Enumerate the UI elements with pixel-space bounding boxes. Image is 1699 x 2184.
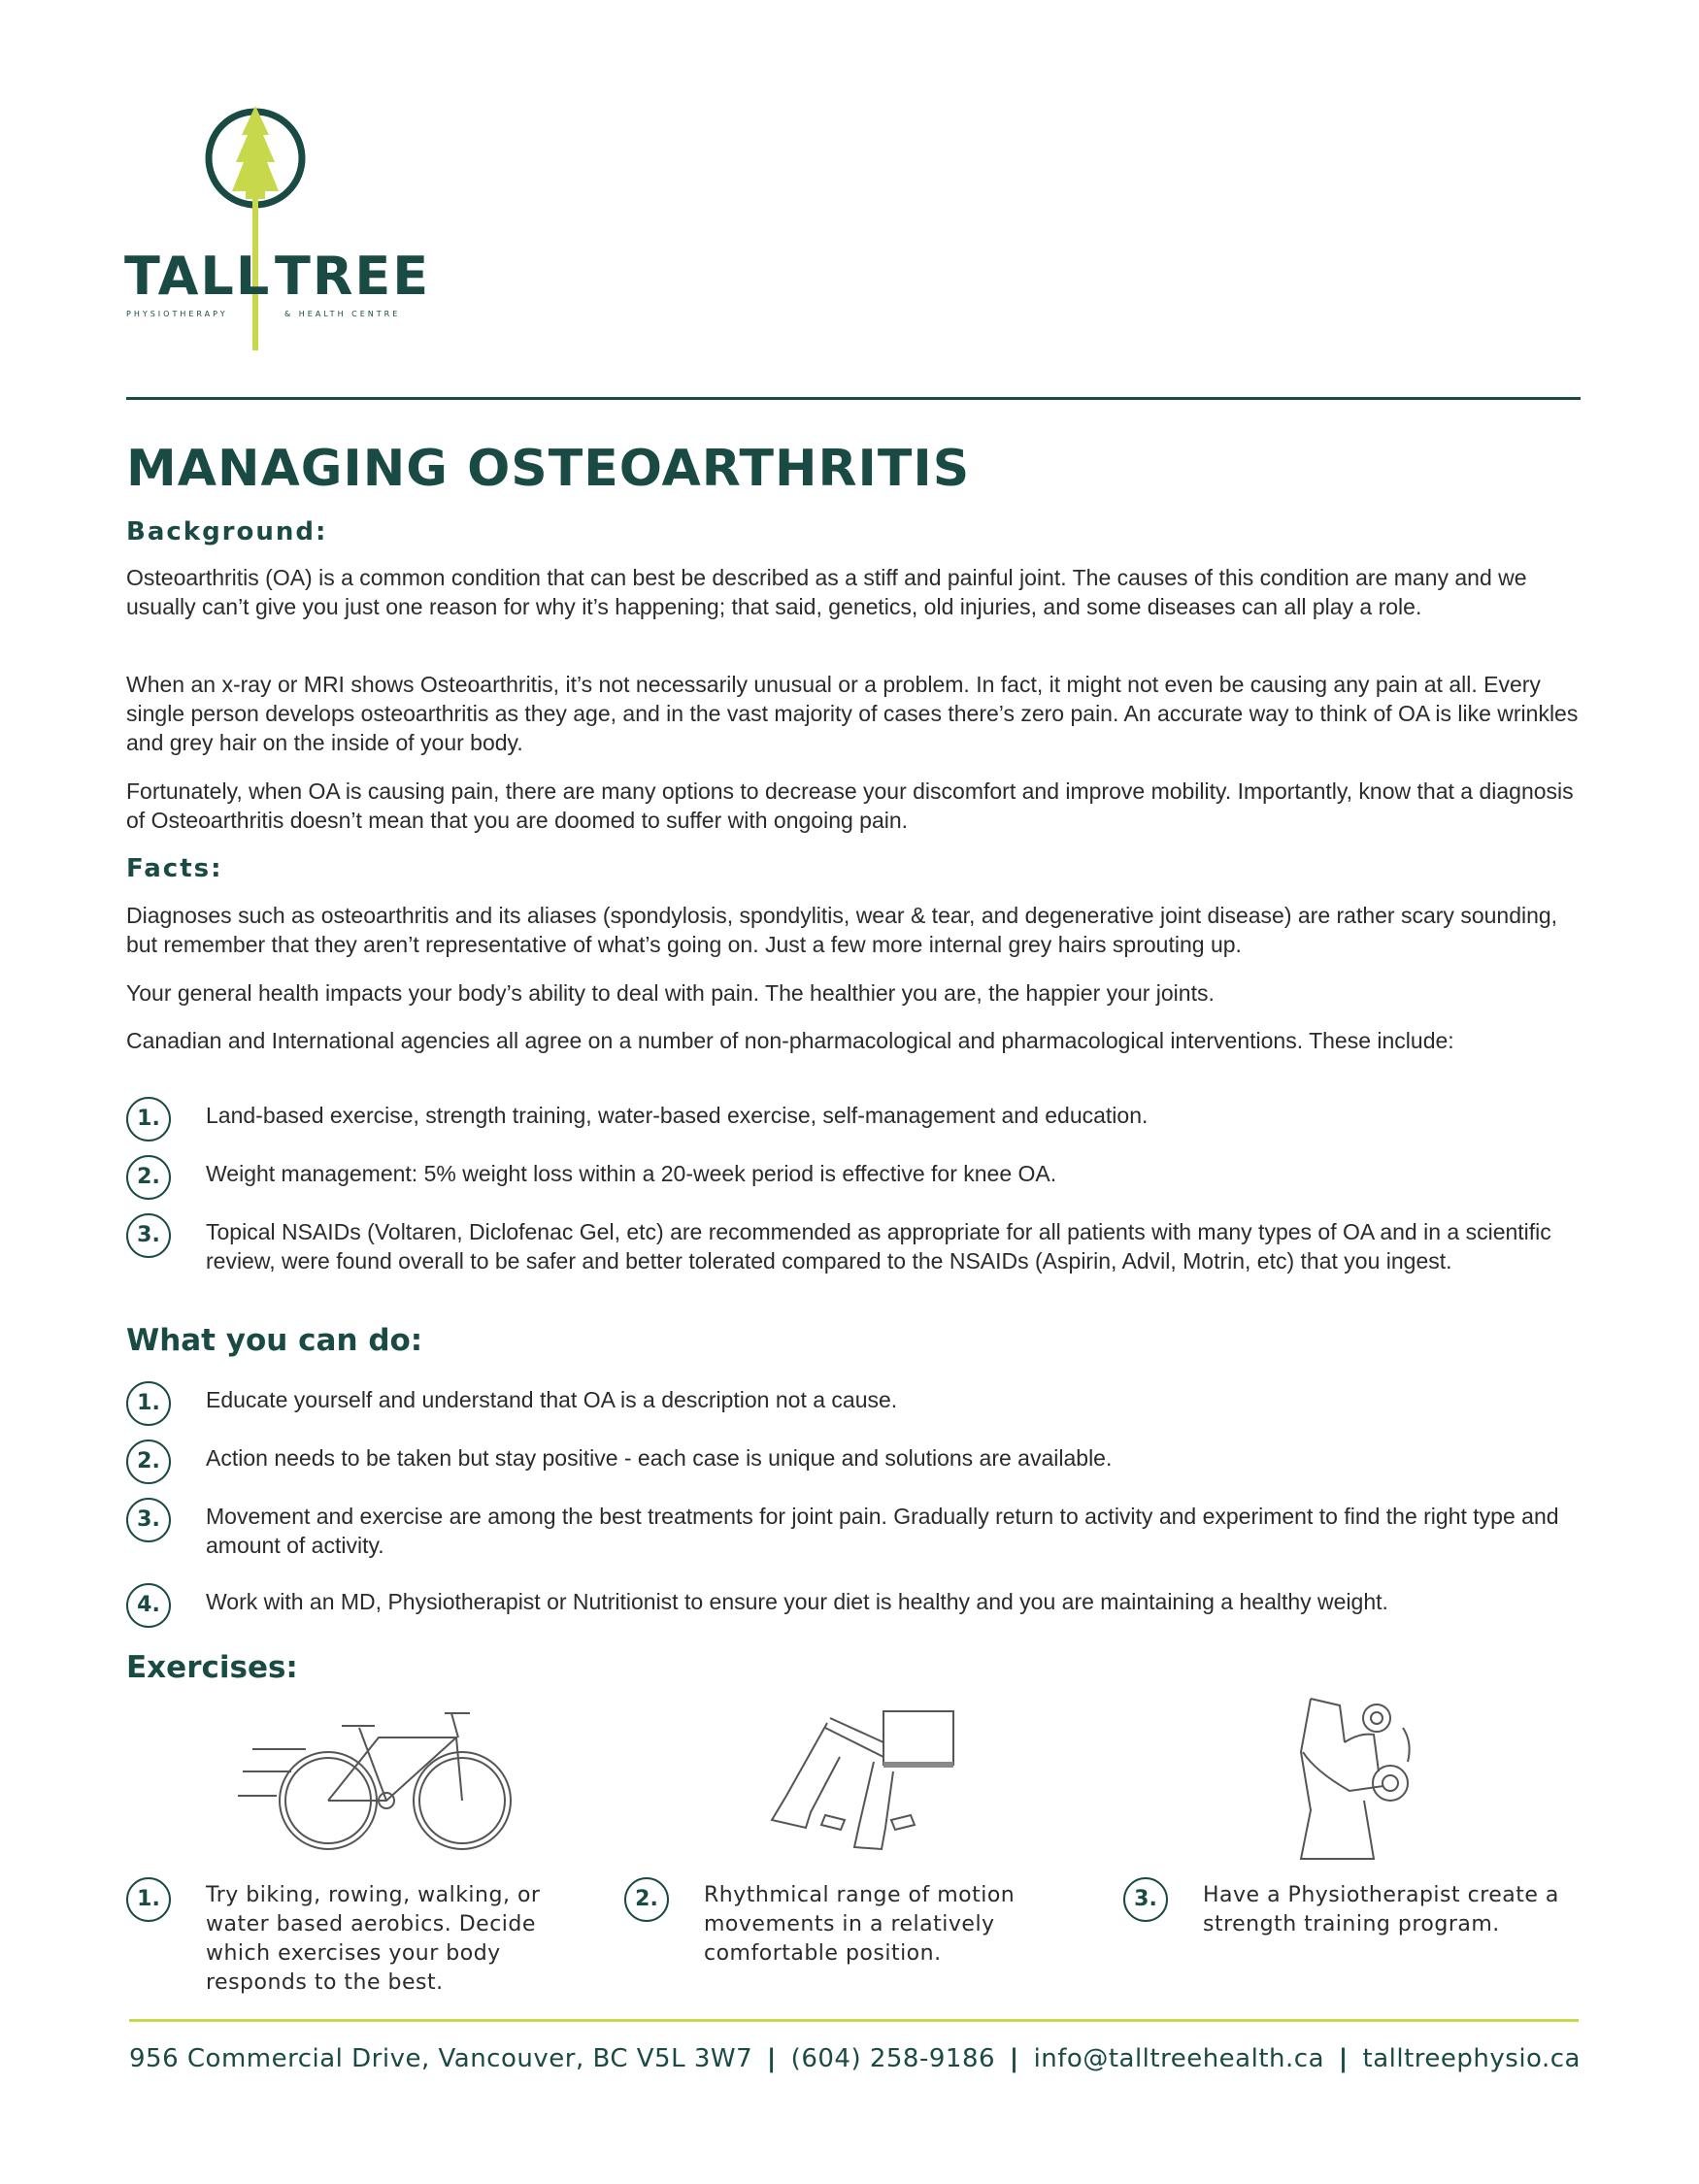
number-badge: 3. <box>126 1213 171 1258</box>
footer-divider <box>129 2019 1579 2022</box>
facts-paragraph: Diagnoses such as osteoarthritis and its aliases (spondylosis, spondylitis, wear & tear, and degenerative joint disease) are rather scary sounding, but remember that they aren’t representative of what’s going on. Just a few more internal grey hairs sprouting up. <box>126 903 1558 957</box>
exercises-heading: Exercises: <box>126 1650 298 1685</box>
exercise-item <box>1123 1877 1589 1994</box>
action-item-text: Action needs to be taken but stay positive - each case is unique and solutions are available. <box>206 1445 1113 1471</box>
facts-heading: Facts: <box>126 854 223 883</box>
number-badge: 2. <box>624 1877 669 1922</box>
knee-motion-icon <box>767 1704 961 1854</box>
brand-word-tree: TREE <box>275 246 431 307</box>
brand-subtitle-left: PHYSIOTHERAPY <box>126 310 228 318</box>
action-list-item <box>126 1439 1582 1498</box>
facts-item-text: Land-based exercise, strength training, water-based exercise, self-management and education. <box>206 1103 1149 1128</box>
bicycle-icon <box>233 1704 515 1854</box>
footer-website-link[interactable]: talltreephysio.ca <box>1362 2044 1581 2073</box>
facts-item-text: Weight management: 5% weight loss within a 20-week period is effective for knee OA. <box>206 1161 1057 1186</box>
brand-subtitle-right: & HEALTH CENTRE <box>284 310 401 318</box>
action-list-item <box>126 1381 1582 1439</box>
facts-list-item <box>126 1097 1582 1155</box>
footer-address: 956 Commercial Drive, Vancouver, BC V5L 3W7 <box>129 2044 753 2073</box>
background-paragraph: When an x-ray or MRI shows Osteoarthritis, it’s not necessarily unusual or a problem. In fact, it might not even be causing any pain at all. Every single person develops osteoarthritis as they age, and in the vast majority of cases there’s zero pain. An accurate way to think of OA is like wrinkles and grey hair on the inside of your body. <box>126 672 1579 755</box>
number-badge: 1. <box>126 1381 171 1426</box>
action-list-item <box>126 1498 1582 1575</box>
footer-contact <box>129 2044 1581 2073</box>
exercise-item-text: Have a Physiotherapist create a strength training program. <box>1203 1883 1559 1936</box>
footer-email-link[interactable]: info@talltreehealth.ca <box>1033 2044 1324 2073</box>
number-badge: 4. <box>126 1583 171 1628</box>
facts-item-text: Topical NSAIDs (Voltaren, Diclofenac Gel, etc) are recommended as appropriate for all patients with many types of OA and in a scientific review, were found overall to be safer and better tolerated compared to the NSAIDs (Aspirin, Advil, Motrin, etc) that you ingest. <box>206 1219 1551 1274</box>
exercise-item <box>126 1877 592 1994</box>
number-badge: 2. <box>126 1439 171 1484</box>
footer-separator: | <box>1338 2044 1349 2073</box>
action-item-text: Work with an MD, Physiotherapist or Nutritionist to ensure your diet is healthy and you are maintaining a healthy weight. <box>206 1589 1388 1614</box>
background-paragraph: Fortunately, when OA is causing pain, there are many options to decrease your discomfort and improve mobility. Importantly, know that a diagnosis of Osteoarthritis doesn’t mean that you are doomed to suffer with ongoing pain. <box>126 778 1574 833</box>
facts-paragraph: Canadian and International agencies all agree on a number of non-pharmacological and pharmacological interventions. These include: <box>126 1028 1454 1053</box>
background-heading: Background: <box>126 517 328 546</box>
number-badge: 2. <box>126 1155 171 1200</box>
number-badge: 3. <box>1123 1877 1168 1922</box>
exercise-item-text: Try biking, rowing, walking, or water based aerobics. Decide which exercises your body responds to the best. <box>206 1883 541 1995</box>
footer-separator: | <box>1009 2044 1019 2073</box>
footer-phone[interactable]: (604) 258-9186 <box>790 2044 996 2073</box>
header-divider <box>126 397 1581 400</box>
action-list-item <box>126 1583 1582 1641</box>
exercise-item <box>624 1877 1090 1994</box>
facts-list-item <box>126 1155 1582 1213</box>
number-badge: 1. <box>126 1097 171 1142</box>
facts-paragraph: Your general health impacts your body’s ability to deal with pain. The healthier you are, the happier your joints. <box>126 980 1215 1006</box>
facts-list-item <box>126 1213 1582 1310</box>
page-title: MANAGING OSTEOARTHRITIS <box>126 440 971 498</box>
exercise-item-text: Rhythmical range of motion movements in a relatively comfortable position. <box>704 1883 1016 1966</box>
number-badge: 3. <box>126 1498 171 1542</box>
action-item-text: Educate yourself and understand that OA is a description not a cause. <box>206 1387 898 1412</box>
action-item-text: Movement and exercise are among the best treatments for joint pain. Gradually return to activity and experiment to find the right type and amount of activity. <box>206 1504 1559 1558</box>
brand-word-tall: TALL <box>124 246 272 307</box>
footer-separator: | <box>766 2044 777 2073</box>
number-badge: 1. <box>126 1877 171 1922</box>
what-you-can-do-heading: What you can do: <box>126 1323 423 1358</box>
logo <box>115 102 431 349</box>
background-paragraph: Osteoarthritis (OA) is a common condition that can best be described as a stiff and painful joint. The causes of this condition are many and we usually can’t give you just one reason for why it’s happening; that said, genetics, old injuries, and some diseases can all play a role. <box>126 565 1527 619</box>
dumbbell-curl-icon <box>1282 1694 1447 1864</box>
